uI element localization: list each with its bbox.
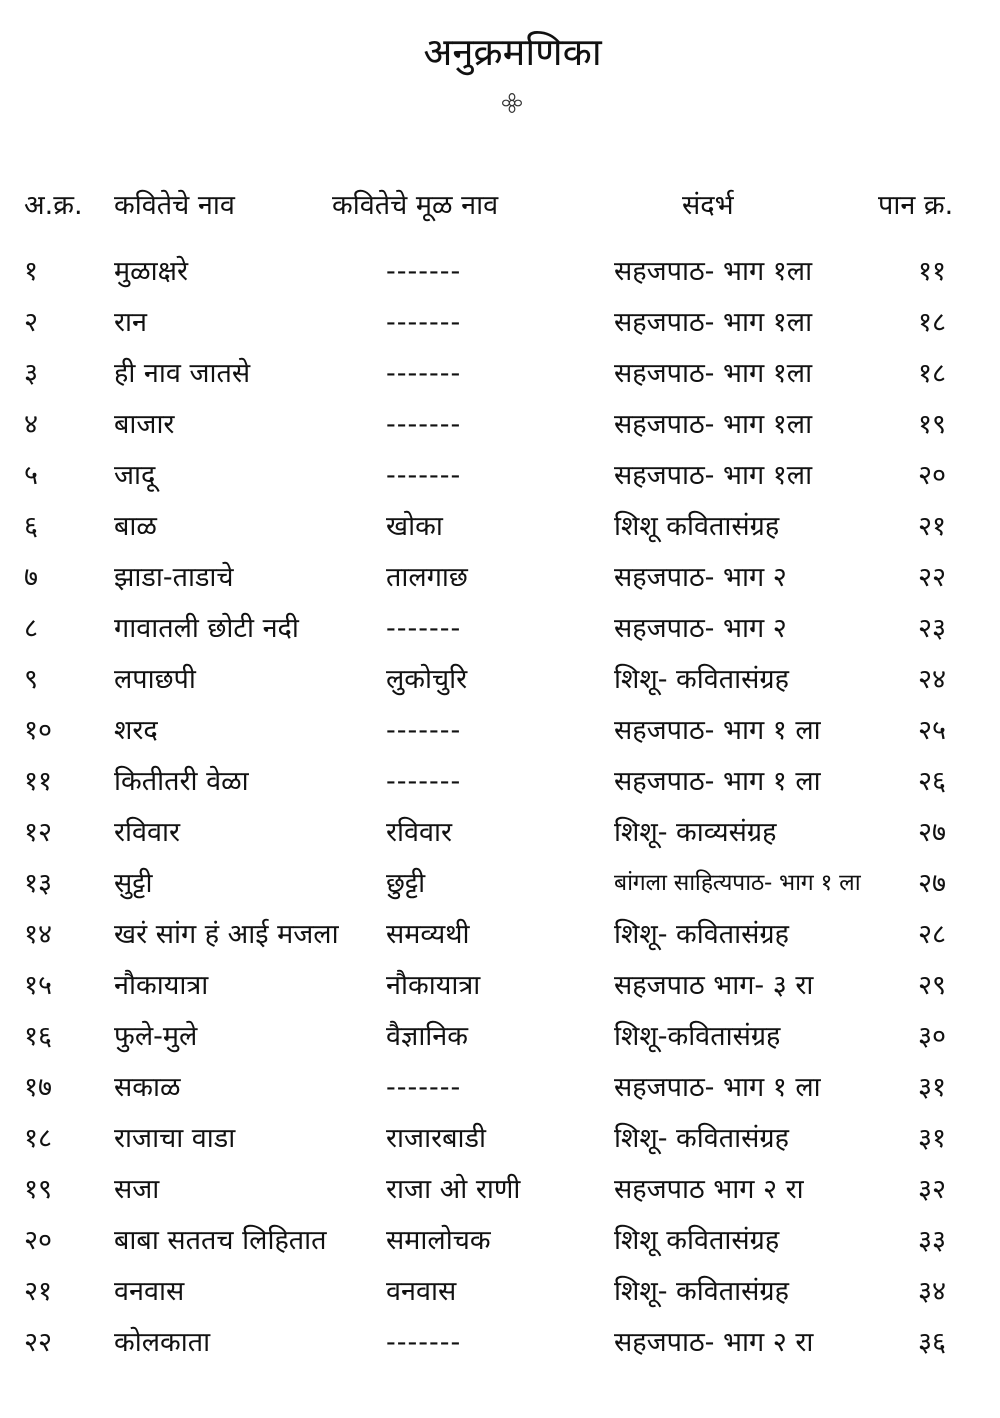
header-page-number: पान क्र.	[878, 190, 954, 221]
row-reference: शिशू- कवितासंग्रह	[614, 919, 789, 950]
table-header	[0, 180, 1000, 231]
row-reference: सहजपाठ- भाग २	[614, 562, 787, 593]
row-serial-number: १७	[24, 1072, 53, 1103]
row-poem-name: रान	[114, 307, 148, 338]
row-poem-name: बाळ	[114, 511, 157, 542]
row-page-number: २७	[918, 868, 947, 899]
row-page-number: ३१	[918, 1123, 947, 1154]
row-serial-number: ४	[24, 409, 39, 440]
table-row	[0, 807, 1000, 858]
row-page-number: २०	[918, 460, 947, 491]
row-serial-number: १८	[24, 1123, 53, 1154]
row-page-number: ३६	[918, 1327, 947, 1358]
table-row	[0, 399, 1000, 450]
table-row	[0, 1011, 1000, 1062]
row-original-name: समव्यथी	[386, 919, 470, 950]
header-poem-name: कवितेचे नाव	[114, 190, 235, 221]
table-row	[0, 297, 1000, 348]
table-row	[0, 552, 1000, 603]
row-reference: शिशू-कवितासंग्रह	[614, 1021, 781, 1052]
row-page-number: २९	[918, 970, 947, 1001]
row-serial-number: १२	[24, 817, 53, 848]
row-page-number: २३	[918, 613, 947, 644]
table-row	[0, 1215, 1000, 1266]
row-poem-name: कितीतरी वेळा	[114, 766, 249, 797]
row-original-name: नौकायात्रा	[386, 970, 481, 1001]
row-reference: शिशू- कवितासंग्रह	[614, 1276, 789, 1307]
row-original-name: -------	[386, 613, 462, 644]
row-reference: शिशू- कवितासंग्रह	[614, 664, 789, 695]
row-poem-name: खरं सांग हं आई मजला	[114, 919, 339, 950]
row-reference: सहजपाठ- भाग १ला	[614, 256, 813, 287]
row-original-name: -------	[386, 766, 462, 797]
row-original-name: -------	[386, 460, 462, 491]
row-reference: सहजपाठ- भाग २	[614, 613, 787, 644]
row-serial-number: १५	[24, 970, 53, 1001]
row-poem-name: नौकायात्रा	[114, 970, 209, 1001]
row-page-number: ३०	[918, 1021, 947, 1052]
row-poem-name: शरद	[114, 715, 158, 746]
row-original-name: राजा ओ राणी	[386, 1174, 521, 1205]
row-poem-name: बाजार	[114, 409, 175, 440]
row-page-number: ३२	[918, 1174, 947, 1205]
row-page-number: ३१	[918, 1072, 947, 1103]
row-reference: सहजपाठ भाग- ३ रा	[614, 970, 814, 1001]
row-original-name: -------	[386, 256, 462, 287]
table-row	[0, 1113, 1000, 1164]
row-poem-name: सजा	[114, 1174, 160, 1205]
table-row	[0, 501, 1000, 552]
row-page-number: २४	[918, 664, 947, 695]
row-page-number: २५	[918, 715, 947, 746]
row-page-number: २६	[918, 766, 947, 797]
row-poem-name: रविवार	[114, 817, 181, 848]
row-original-name: -------	[386, 1327, 462, 1358]
row-original-name: -------	[386, 715, 462, 746]
row-reference: सहजपाठ- भाग १ला	[614, 307, 813, 338]
row-original-name: वनवास	[386, 1276, 457, 1307]
row-page-number: ३४	[918, 1276, 947, 1307]
row-poem-name: गावातली छोटी नदी	[114, 613, 299, 644]
row-poem-name: लपाछपी	[114, 664, 196, 695]
row-serial-number: २०	[24, 1225, 53, 1256]
row-reference: शिशू कवितासंग्रह	[614, 511, 780, 542]
row-serial-number: ३	[24, 358, 39, 389]
row-serial-number: १	[24, 256, 39, 287]
table-row	[0, 1266, 1000, 1317]
row-original-name: -------	[386, 1072, 462, 1103]
row-reference: बांगला साहित्यपाठ- भाग १ ला	[614, 870, 861, 896]
row-page-number: १८	[918, 358, 947, 389]
table-row	[0, 246, 1000, 297]
row-page-number: १९	[918, 409, 947, 440]
flower-ornament-icon	[501, 92, 523, 114]
row-page-number: १८	[918, 307, 947, 338]
table-row	[0, 603, 1000, 654]
row-page-number: २१	[918, 511, 947, 542]
row-serial-number: १६	[24, 1021, 53, 1052]
row-poem-name: फुले-मुले	[114, 1021, 198, 1052]
row-page-number: २७	[918, 817, 947, 848]
table-row	[0, 960, 1000, 1011]
row-poem-name: सकाळ	[114, 1072, 181, 1103]
row-poem-name: जादू	[114, 460, 156, 491]
row-original-name: -------	[386, 409, 462, 440]
row-reference: सहजपाठ- भाग १ ला	[614, 1072, 821, 1103]
row-serial-number: ८	[24, 613, 39, 644]
row-serial-number: ९	[24, 664, 39, 695]
table-row	[0, 450, 1000, 501]
row-poem-name: वनवास	[114, 1276, 185, 1307]
table-row	[0, 858, 1000, 909]
table-row	[0, 705, 1000, 756]
row-original-name: खोका	[386, 511, 443, 542]
row-serial-number: १४	[24, 919, 53, 950]
row-serial-number: १३	[24, 868, 53, 899]
row-poem-name: मुळाक्षरे	[114, 256, 189, 287]
row-original-name: समालोचक	[386, 1225, 491, 1256]
page-title: अनुक्रमणिका	[423, 30, 602, 74]
row-page-number: ११	[918, 256, 947, 287]
row-poem-name: बाबा सततच लिहितात	[114, 1225, 327, 1256]
row-original-name: -------	[386, 307, 462, 338]
row-poem-name: सुट्टी	[114, 868, 153, 899]
row-reference: सहजपाठ भाग २ रा	[614, 1174, 804, 1205]
table-row	[0, 1062, 1000, 1113]
row-serial-number: १०	[24, 715, 53, 746]
row-serial-number: २१	[24, 1276, 53, 1307]
table-row	[0, 756, 1000, 807]
row-reference: शिशू कवितासंग्रह	[614, 1225, 780, 1256]
row-original-name: तालगाछ	[386, 562, 468, 593]
row-original-name: छुट्टी	[386, 868, 426, 899]
table-row	[0, 1164, 1000, 1215]
row-serial-number: २२	[24, 1327, 53, 1358]
row-page-number: २२	[918, 562, 947, 593]
row-original-name: वैज्ञानिक	[386, 1021, 469, 1052]
row-original-name: लुकोचुरि	[386, 664, 468, 695]
row-poem-name: कोलकाता	[114, 1327, 211, 1358]
row-reference: सहजपाठ- भाग २ रा	[614, 1327, 814, 1358]
header-reference: संदर्भ	[682, 190, 734, 221]
row-page-number: ३३	[918, 1225, 947, 1256]
row-reference: सहजपाठ- भाग १ला	[614, 409, 813, 440]
row-reference: सहजपाठ- भाग १ला	[614, 358, 813, 389]
row-serial-number: ११	[24, 766, 53, 797]
header-original-name: कवितेचे मूळ नाव	[332, 190, 499, 221]
table-row	[0, 654, 1000, 705]
row-page-number: २८	[918, 919, 947, 950]
row-serial-number: २	[24, 307, 39, 338]
table-row	[0, 909, 1000, 960]
row-reference: सहजपाठ- भाग १ ला	[614, 766, 821, 797]
row-reference: सहजपाठ- भाग १ला	[614, 460, 813, 491]
row-reference: शिशू- काव्यसंग्रह	[614, 817, 777, 848]
row-serial-number: ६	[24, 511, 39, 542]
row-serial-number: १९	[24, 1174, 53, 1205]
header-serial-number: अ.क्र.	[24, 190, 83, 221]
row-poem-name: झाडा-ताडाचे	[114, 562, 234, 593]
row-poem-name: राजाचा वाडा	[114, 1123, 236, 1154]
row-original-name: रविवार	[386, 817, 453, 848]
row-reference: सहजपाठ- भाग १ ला	[614, 715, 821, 746]
row-serial-number: ७	[24, 562, 39, 593]
row-reference: शिशू- कवितासंग्रह	[614, 1123, 789, 1154]
table-row	[0, 1317, 1000, 1368]
row-original-name: राजारबाडी	[386, 1123, 486, 1154]
row-original-name: -------	[386, 358, 462, 389]
row-poem-name: ही नाव जातसे	[114, 358, 251, 389]
row-serial-number: ५	[24, 460, 39, 491]
table-row	[0, 348, 1000, 399]
